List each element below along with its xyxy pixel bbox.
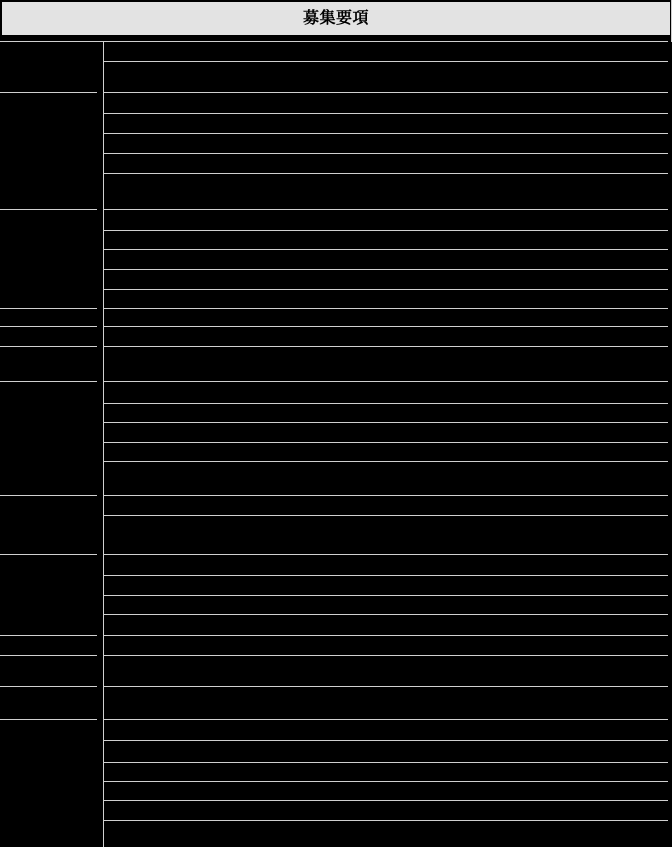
table-header-title: 募集要項	[302, 9, 369, 27]
content-cell	[104, 42, 668, 62]
content-cell	[104, 134, 668, 154]
label-cell	[0, 42, 97, 93]
label-cell	[0, 93, 97, 210]
label-cell	[0, 382, 97, 496]
content-cell	[104, 576, 668, 596]
label-cell	[0, 327, 97, 347]
content-cell	[104, 210, 668, 231]
content-cell	[104, 62, 668, 93]
content-cell	[104, 741, 668, 763]
content-cell	[104, 290, 668, 309]
content-cell	[104, 516, 668, 555]
content-cell	[104, 382, 668, 404]
content-cell	[104, 347, 668, 382]
label-cell	[0, 347, 97, 382]
content-cell	[104, 636, 668, 656]
content-cell	[104, 174, 668, 210]
label-cell	[0, 636, 97, 656]
content-cell	[104, 327, 668, 347]
content-column	[104, 42, 668, 847]
content-cell	[104, 687, 668, 720]
content-cell	[104, 404, 668, 423]
content-cell	[104, 462, 668, 496]
content-cell	[104, 114, 668, 134]
content-cell	[104, 93, 668, 114]
content-cell	[104, 596, 668, 615]
content-cell	[104, 309, 668, 327]
label-cell	[0, 210, 97, 309]
content-cell	[104, 443, 668, 462]
label-cell	[0, 309, 97, 327]
content-cell	[104, 782, 668, 801]
content-cell	[104, 656, 668, 687]
content-cell	[104, 615, 668, 636]
content-cell	[104, 250, 668, 270]
content-cell	[104, 154, 668, 174]
content-cell	[104, 423, 668, 443]
content-cell	[104, 821, 668, 847]
label-cell	[0, 720, 97, 847]
label-cell	[0, 496, 97, 555]
label-column	[0, 42, 97, 847]
content-cell	[104, 231, 668, 250]
label-cell	[0, 656, 97, 687]
content-cell	[104, 496, 668, 516]
content-cell	[104, 720, 668, 741]
label-cell	[0, 555, 97, 636]
label-cell	[0, 687, 97, 720]
content-cell	[104, 801, 668, 821]
content-cell	[104, 270, 668, 290]
content-cell	[104, 763, 668, 782]
content-cell	[104, 555, 668, 576]
